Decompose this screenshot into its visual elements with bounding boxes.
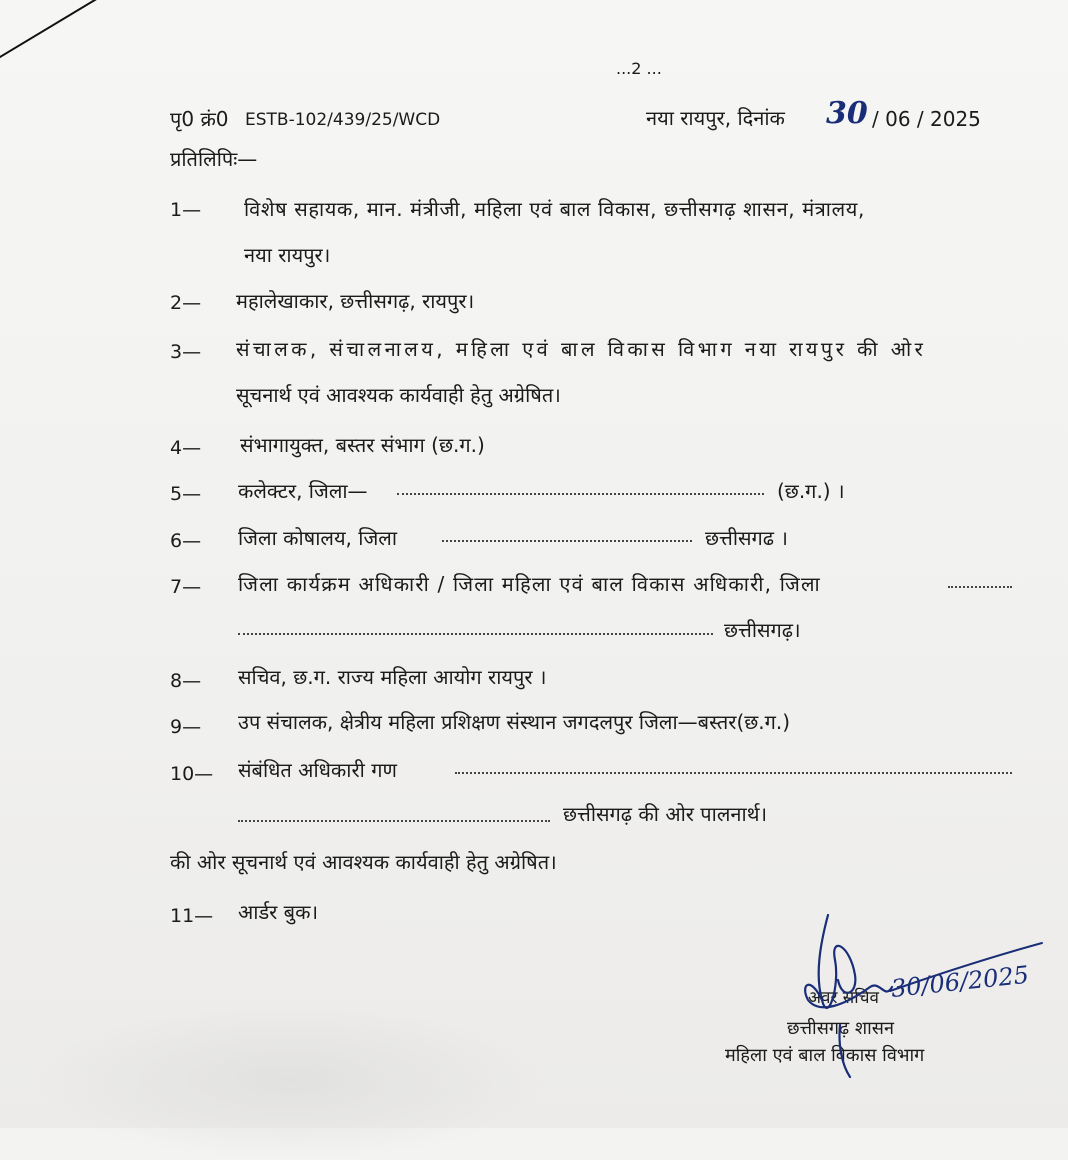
item-7-text: जिला कार्यक्रम अधिकारी / जिला महिला एवं बाल विकास अधिकारी, जिला bbox=[238, 572, 821, 596]
item-10-blank-a bbox=[455, 772, 1012, 774]
page-fold-line bbox=[0, 0, 186, 70]
item-2-number: 2— bbox=[170, 292, 202, 314]
item-8-number: 8— bbox=[170, 670, 202, 692]
item-10-text: संबंधित अधिकारी गण bbox=[238, 758, 397, 782]
closing-line: की ओर सूचनार्थ एवं आवश्यक कार्यवाही हेतु अग्रेषित। bbox=[170, 850, 557, 874]
item-10-blank-b bbox=[238, 820, 550, 822]
signatory-government: छत्तीसगढ़ शासन bbox=[787, 1018, 894, 1039]
item-3-text-cont: सूचनार्थ एवं आवश्यक कार्यवाही हेतु अग्रेषित। bbox=[236, 383, 561, 407]
item-6-text: जिला कोषालय, जिला bbox=[238, 526, 398, 550]
item-5-number: 5— bbox=[170, 483, 202, 505]
item-11-number: 11— bbox=[170, 905, 214, 927]
item-1-text: विशेष सहायक, मान. मंत्रीजी, महिला एवं बाल विकास, छत्तीसगढ़ शासन, मंत्रालय, bbox=[244, 197, 865, 221]
item-7-blank-a bbox=[948, 586, 1012, 588]
signatory-designation: अवर सचिव bbox=[808, 988, 879, 1008]
item-4-text: संभागायुक्त, बस्तर संभाग (छ.ग.) bbox=[240, 433, 485, 457]
item-9-text: उप संचालक, क्षेत्रीय महिला प्रशिक्षण संस्थान जगदलपुर जिला—बस्तर(छ.ग.) bbox=[238, 710, 791, 734]
reference-prefix: पृ0 क्रं0 bbox=[170, 107, 229, 131]
paper-smudge bbox=[30, 1000, 550, 1160]
item-7-suffix: छत्तीसगढ़। bbox=[724, 618, 801, 642]
item-9-number: 9— bbox=[170, 716, 202, 738]
date-month-year: / 06 / 2025 bbox=[872, 107, 981, 131]
item-4-number: 4— bbox=[170, 437, 202, 459]
item-1-text-cont: नया रायपुर। bbox=[244, 243, 331, 267]
item-7-blank-b bbox=[238, 633, 713, 635]
item-6-suffix: छत्तीसगढ । bbox=[705, 526, 788, 550]
item-6-blank bbox=[442, 540, 692, 542]
item-3-number: 3— bbox=[170, 341, 202, 363]
page-marker: ...2 ... bbox=[616, 59, 662, 78]
handwritten-signature bbox=[780, 905, 1050, 1080]
item-8-text: सचिव, छ.ग. राज्य महिला आयोग रायपुर । bbox=[238, 665, 547, 689]
item-7-number: 7— bbox=[170, 576, 202, 598]
item-10-number: 10— bbox=[170, 763, 214, 785]
item-6-number: 6— bbox=[170, 530, 202, 552]
signatory-department: महिला एवं बाल विकास विभाग bbox=[725, 1045, 925, 1066]
item-1-number: 1— bbox=[170, 199, 202, 221]
handwritten-signature-date: 30/06/2025 bbox=[889, 960, 1031, 1003]
reference-number: ESTB-102/439/25/WCD bbox=[245, 110, 441, 130]
item-5-text: कलेक्टर, जिला— bbox=[238, 479, 368, 503]
handwritten-date-day: 30 bbox=[826, 96, 868, 131]
copy-heading: प्रतिलिपिः— bbox=[170, 147, 258, 171]
item-2-text: महालेखाकार, छत्तीसगढ़, रायपुर। bbox=[236, 289, 475, 313]
item-5-blank bbox=[397, 493, 764, 495]
item-5-suffix: (छ.ग.) । bbox=[777, 479, 845, 503]
item-10-suffix: छत्तीसगढ़ की ओर पालनार्थ। bbox=[563, 802, 768, 826]
place-date-label: नया रायपुर, दिनांक bbox=[646, 106, 785, 130]
item-3-text: संचालक, संचालनालय, महिला एवं बाल विकास विभाग नया रायपुर की ओर bbox=[236, 337, 927, 361]
item-11-text: आर्डर बुक। bbox=[238, 900, 319, 924]
